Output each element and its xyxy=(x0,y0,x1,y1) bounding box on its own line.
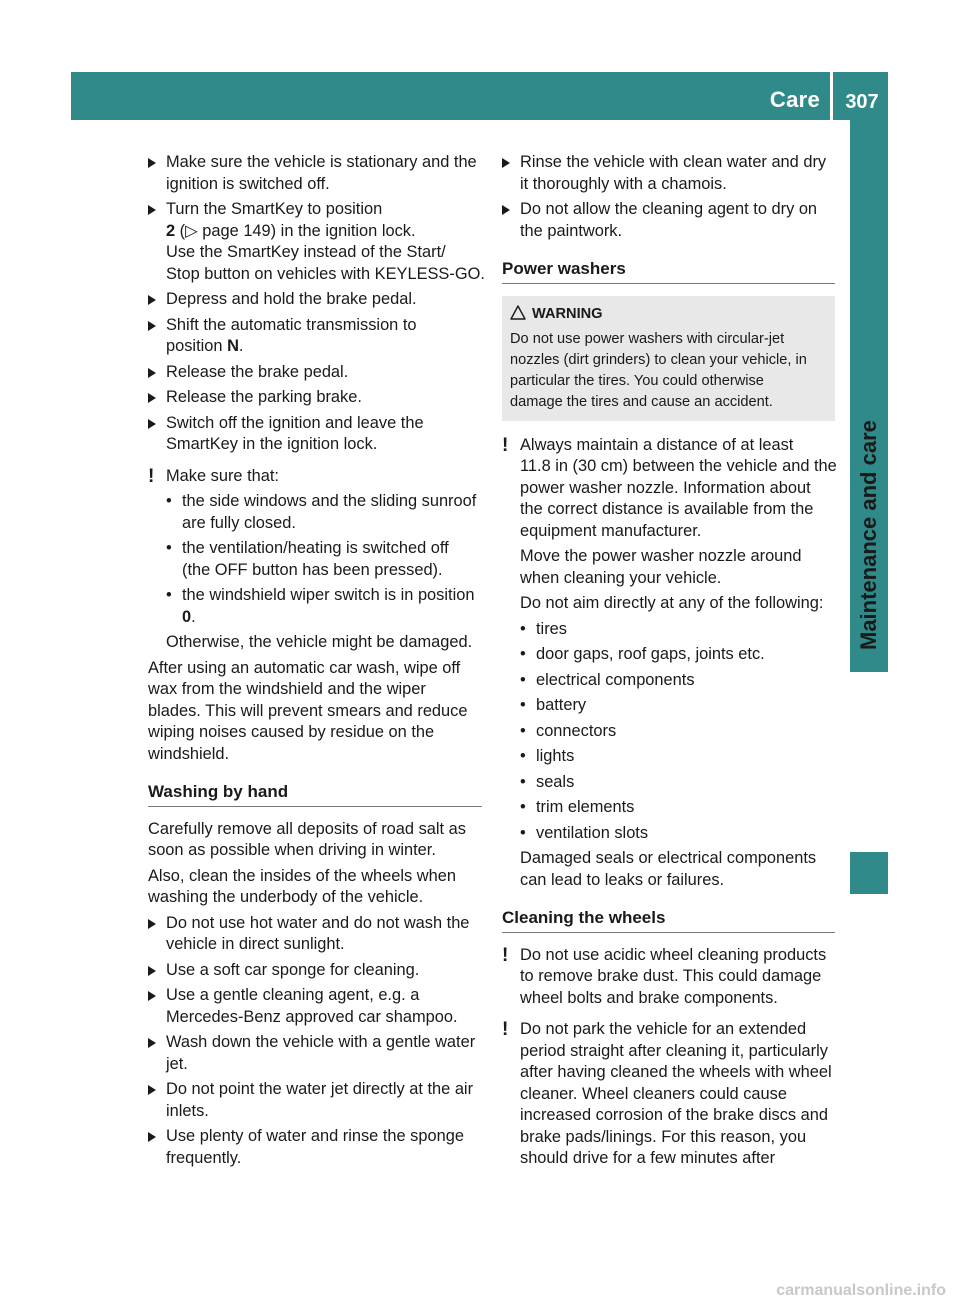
page-number: 307 xyxy=(845,91,879,113)
list-item: • trim elements xyxy=(502,797,835,819)
bullet-icon: • xyxy=(166,539,172,557)
step-arrow-icon xyxy=(148,393,156,403)
paragraph: Do not aim directly at any of the following: xyxy=(520,594,824,612)
bullet-icon: • xyxy=(520,772,526,791)
exclamation-icon: ! xyxy=(502,1019,509,1040)
list-item: • the side windows and the sliding sunroof are fully closed. xyxy=(166,492,477,532)
step-item: Wash down the vehicle with a gentle water jet. xyxy=(148,1032,482,1075)
section-heading: Washing by hand xyxy=(148,781,482,807)
step-arrow-icon xyxy=(148,919,156,929)
list-item: • seals xyxy=(502,772,835,794)
list-item: • electrical components xyxy=(502,670,835,692)
list-item: • battery xyxy=(502,695,835,717)
step-item: Depress and hold the brake pedal. xyxy=(148,289,482,311)
step-arrow-icon xyxy=(148,966,156,976)
step-arrow-icon xyxy=(148,295,156,305)
bullet-icon: • xyxy=(520,670,526,689)
caution-note: ! Do not park the vehicle for an extended period straight after cleaning it, particularly after having cleaned the wheels with wheel cleaner. Wheel cleaners could cause increased corrosion of the brake discs and brake pads/linings. For this reason, you should drive for a few minutes after xyxy=(502,1019,832,1167)
header-bar xyxy=(71,72,888,120)
paragraph: Carefully remove all deposits of road salt as soon as possible when driving in winter. xyxy=(148,819,466,859)
caution-note: ! Make sure that: xyxy=(148,465,279,487)
paragraph: Also, clean the insides of the wheels when washing the underbody of the vehicle. xyxy=(148,866,456,906)
caution-note: ! Do not use acidic wheel cleaning products to remove brake dust. This could damage wheel bolts and brake components. xyxy=(502,944,827,1007)
right-column xyxy=(502,152,835,1174)
step-arrow-icon xyxy=(148,991,156,1001)
step-arrow-icon xyxy=(148,1132,156,1142)
paragraph: Damaged seals or electrical components can lead to leaks or failures. xyxy=(520,849,817,889)
page-section-title: Care xyxy=(769,87,820,112)
list-item: • door gaps, roof gaps, joints etc. xyxy=(502,644,835,666)
step-item: Release the parking brake. xyxy=(148,387,482,409)
step-item: Turn the SmartKey to position 2 (▷ page 149) in the ignition lock. Use the SmartKey instead of the Start/ Stop button on vehicles with KEYLESS-GO. xyxy=(148,199,482,285)
note-outro: Otherwise, the vehicle might be damaged. xyxy=(166,633,473,651)
left-column xyxy=(148,152,485,1173)
list-item: • lights xyxy=(502,746,835,768)
section-heading: Cleaning the wheels xyxy=(502,907,835,933)
bullet-icon: • xyxy=(520,721,526,740)
step-arrow-icon xyxy=(148,158,156,168)
step-arrow-icon xyxy=(148,1085,156,1095)
side-tab-label: Maintenance and care xyxy=(856,420,881,650)
step-item: Use plenty of water and rinse the sponge frequently. xyxy=(148,1126,482,1169)
warning-heading: WARNING xyxy=(510,304,827,325)
step-item: Do not allow the cleaning agent to dry on the paintwork. xyxy=(502,199,835,242)
step-arrow-icon xyxy=(502,158,510,168)
warning-box: WARNING Do not use power washers with circular-jet nozzles (dirt grinders) to clean your vehicle, in particular the tires. You could otherwise damage the tires and cause an accident. xyxy=(502,296,835,421)
list-item: • ventilation slots xyxy=(502,823,835,845)
exclamation-icon: ! xyxy=(502,434,509,456)
step-arrow-icon xyxy=(148,1038,156,1048)
bullet-icon: • xyxy=(520,645,526,663)
list-item: • connectors xyxy=(502,721,835,743)
bullet-icon: • xyxy=(520,696,526,714)
step-arrow-icon xyxy=(148,419,156,429)
step-item: Use a soft car sponge for cleaning. xyxy=(148,960,482,982)
step-item: Release the brake pedal. xyxy=(148,362,482,384)
section-heading: Power washers xyxy=(502,258,835,284)
side-marker xyxy=(850,852,888,894)
list-item: • the windshield wiper switch is in position 0. xyxy=(166,586,475,626)
list-item: • tires xyxy=(502,619,835,641)
exclamation-icon: ! xyxy=(148,465,155,487)
bullet-icon: • xyxy=(520,619,526,638)
step-item: Rinse the vehicle with clean water and dry it thoroughly with a chamois. xyxy=(502,152,835,195)
paragraph: Move the power washer nozzle around when cleaning your vehicle. xyxy=(520,547,802,587)
step-arrow-icon xyxy=(502,205,510,215)
step-item: Do not use hot water and do not wash the vehicle in direct sunlight. xyxy=(148,913,482,956)
exclamation-icon: ! xyxy=(502,944,509,966)
caution-note: ! Always maintain a distance of at least 11.8 in (30 cm) between the vehicle and the power washer nozzle. Information about the correct distance is available from the equipment manufacturer. xyxy=(502,434,837,540)
step-item: Switch off the ignition and leave the SmartKey in the ignition lock. xyxy=(148,413,482,456)
bullet-icon: • xyxy=(166,586,172,604)
bullet-icon: • xyxy=(520,823,526,842)
bullet-icon: • xyxy=(520,798,526,816)
header-divider xyxy=(830,72,833,120)
step-item: Shift the automatic transmission to position N. xyxy=(148,315,482,358)
list-item: • the ventilation/heating is switched off (the OFF button has been pressed). xyxy=(166,539,449,579)
step-item: Do not point the water jet directly at the air inlets. xyxy=(148,1079,482,1122)
step-arrow-icon xyxy=(148,368,156,378)
warning-triangle-icon xyxy=(510,305,526,320)
footer-watermark: carmanualsonline.info xyxy=(776,1282,946,1299)
step-arrow-icon xyxy=(148,321,156,331)
bullet-icon: • xyxy=(520,747,526,765)
step-item: Use a gentle cleaning agent, e.g. a Mercedes-Benz approved car shampoo. xyxy=(148,985,482,1028)
step-arrow-icon xyxy=(148,205,156,215)
bullet-icon: • xyxy=(166,492,172,510)
paragraph: After using an automatic car wash, wipe off wax from the windshield and the wiper blades. This will prevent smears and reduce wiping noises caused by residue on the windshield. xyxy=(148,658,468,763)
step-item: Make sure the vehicle is stationary and the ignition is switched off. xyxy=(148,152,482,195)
